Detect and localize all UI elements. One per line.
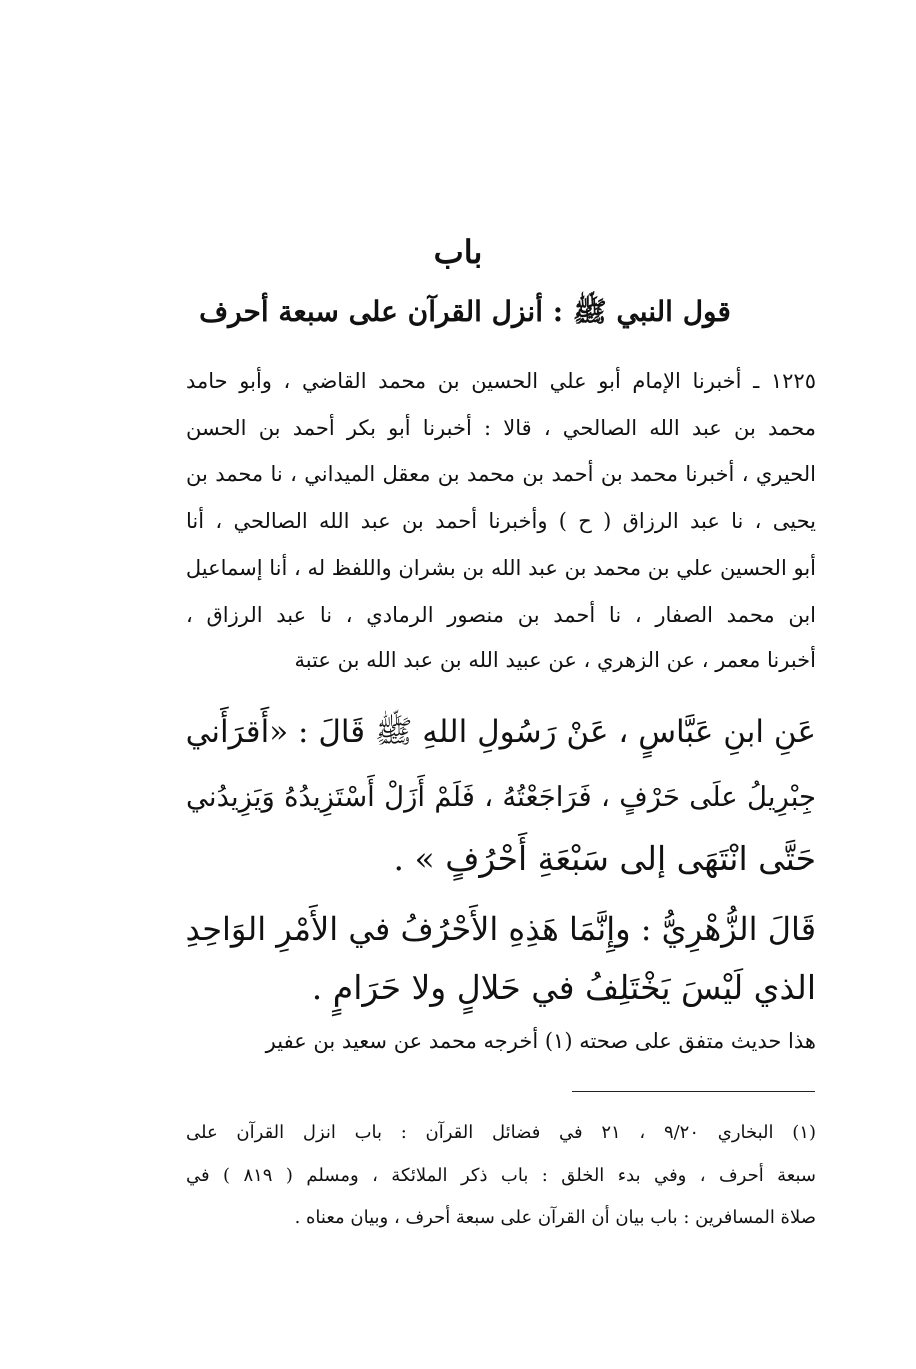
chapter-heading: باب — [433, 233, 483, 271]
chapter-title: قول النبي ﷺ : أنزل القرآن على سبعة أحرف — [199, 295, 731, 328]
hadith-text-line: جِبْرِيلُ علَى حَرْفٍ ، فَرَاجَعْتُهُ ، فَلَمْ أَزَلْ أَسْتَزِيدُهُ وَيَزِيدُني — [186, 781, 816, 813]
hadith-text-line: عَنِ ابنِ عَبَّاسٍ ، عَنْ رَسُولِ اللهِ ﷺ قَالَ : «أَقرَأَني — [185, 714, 816, 750]
footnote-line: سبعة أحرف ، وفي بدء الخلق : باب ذكر الملائكة ، ومسلم ( ٨١٩ ) في — [186, 1165, 816, 1186]
isnad-line: ابن محمد الصفار ، نا أحمد بن منصور الرمادي ، نا عبد الرزاق ، — [186, 603, 816, 627]
isnad-line: أخبرنا معمر ، عن الزهري ، عن عبيد الله بن عبد الله بن عتبة — [294, 648, 816, 672]
footnote-line: (١) البخاري ٩/٢٠ ، ٢١ في فضائل القرآن : باب انزل القرآن على — [186, 1122, 816, 1143]
isnad-line: يحيى ، نا عبد الرزاق ( ح ) وأخبرنا أحمد بن عبد الله الصالحي ، أنا — [186, 509, 816, 533]
footnote-separator — [572, 1091, 815, 1092]
isnad-line: محمد بن عبد الله الصالحي ، قالا : أخبرنا أبو بكر أحمد بن الحسن — [186, 416, 816, 440]
isnad-line: الحيري ، أخبرنا محمد بن أحمد بن محمد بن معقل الميداني ، نا محمد بن — [186, 462, 816, 486]
footnote-line: صلاة المسافرين : باب بيان أن القرآن على سبعة أحرف ، وبيان معناه . — [294, 1207, 816, 1228]
isnad-line: ١٢٢٥ ـ أخبرنا الإمام أبو علي الحسين بن محمد القاضي ، وأبو حامد — [186, 369, 816, 393]
zuhri-comment-line: قَالَ الزُّهْرِيُّ : وإِنَّمَا هَذِهِ الأَحْرُفُ في الأَمْرِ الوَاحِدِ — [185, 910, 816, 948]
isnad-line: أبو الحسين علي بن محمد بن عبد الله بن بشران واللفظ له ، أنا إسماعيل — [185, 556, 816, 580]
hadith-grading: هذا حديث متفق على صحته (١) أخرجه محمد عن سعيد بن عفير — [265, 1029, 816, 1053]
hadith-text-line: حَتَّى انْتَهَى إلى سَبْعَةِ أَحْرُفٍ » . — [393, 839, 816, 878]
zuhri-comment-line: الذي لَيْسَ يَخْتَلِفُ في حَلالٍ ولا حَرَامٍ . — [311, 968, 816, 1007]
